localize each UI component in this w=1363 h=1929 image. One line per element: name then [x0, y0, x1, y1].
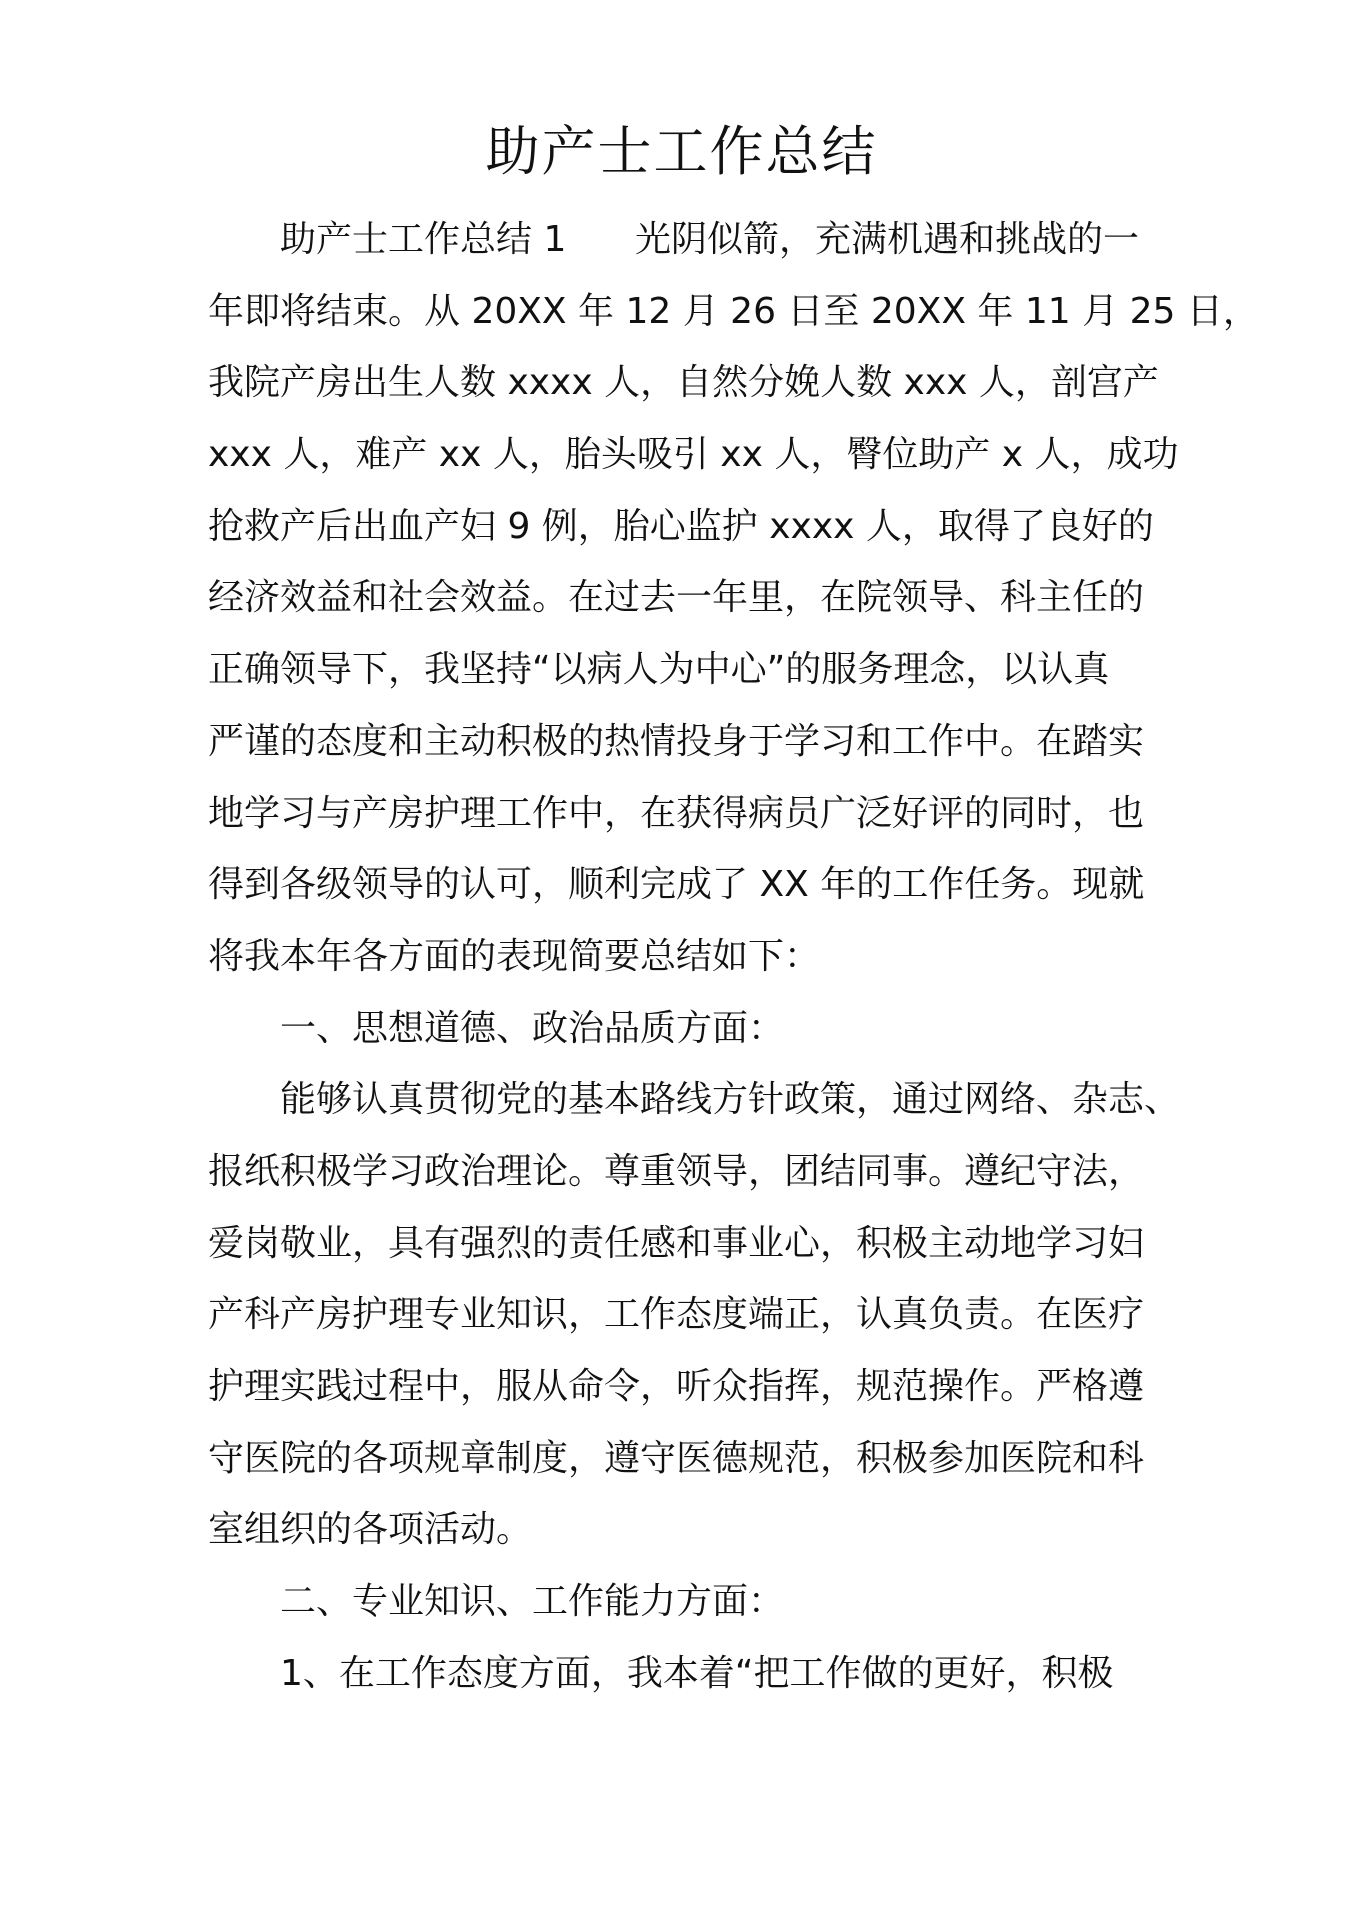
body-text-line: 抢救产后出血产妇 9 例，胎心监护 xxxx 人，取得了良好的 [208, 505, 1154, 547]
body-text-line: 将我本年各方面的表现简要总结如下： [208, 935, 821, 977]
body-text-line: 正确领导下，我坚持“以病人为中心”的服务理念，以认真 [208, 649, 1110, 691]
body-text-line: 助产士工作总结 1 光阴似箭，充满机遇和挑战的一 [280, 219, 1140, 260]
body-text-line: 守医院的各项规章制度，遵守医德规范，积极参加医院和科 [208, 1437, 1145, 1479]
document-body [208, 204, 1259, 1709]
body-text-line: 经济效益和社会效益。在过去一年里，在院领导、科主任的 [208, 577, 1145, 619]
body-text-line: 我院产房出生人数 xxxx 人，自然分娩人数 xxx 人，剖宫产 [208, 362, 1159, 404]
body-text-line: 能够认真贯彻党的基本路线方针政策，通过网络、杂志、 [280, 1079, 1181, 1121]
document-title: 助产士工作总结 [485, 120, 878, 183]
body-text-line: 产科产房护理专业知识，工作态度端正，认真负责。在医疗 [208, 1294, 1145, 1336]
body-text-line: 得到各级领导的认可，顺利完成了 XX 年的工作任务。现就 [208, 864, 1145, 906]
body-text-line: 爱岗敬业，具有强烈的责任感和事业心，积极主动地学习妇 [208, 1222, 1145, 1264]
body-text-line: 二、专业知识、工作能力方面： [280, 1581, 785, 1623]
body-text-line: 1、在工作态度方面，我本着“把工作做的更好，积极 [280, 1652, 1114, 1694]
body-text-line: 年即将结束。从 20XX 年 12 月 26 日至 20XX 年 11 月 25 日， [208, 290, 1259, 332]
body-text-line: 地学习与产房护理工作中，在获得病员广泛好评的同时，也 [208, 792, 1145, 834]
body-text-line: 严谨的态度和主动积极的热情投身于学习和工作中。在踏实 [208, 720, 1145, 762]
body-text-line: 护理实践过程中，服从命令，听众指挥，规范操作。严格遵 [208, 1366, 1145, 1407]
body-text-line: 室组织的各项活动。 [208, 1509, 533, 1551]
body-text-line: 一、思想道德、政治品质方面： [280, 1007, 785, 1049]
body-text-line: 报纸积极学习政治理论。尊重领导，团结同事。遵纪守法， [208, 1150, 1145, 1192]
body-text-line: xxx 人，难产 xx 人，胎头吸引 xx 人，臀位助产 x 人，成功 [208, 434, 1179, 476]
